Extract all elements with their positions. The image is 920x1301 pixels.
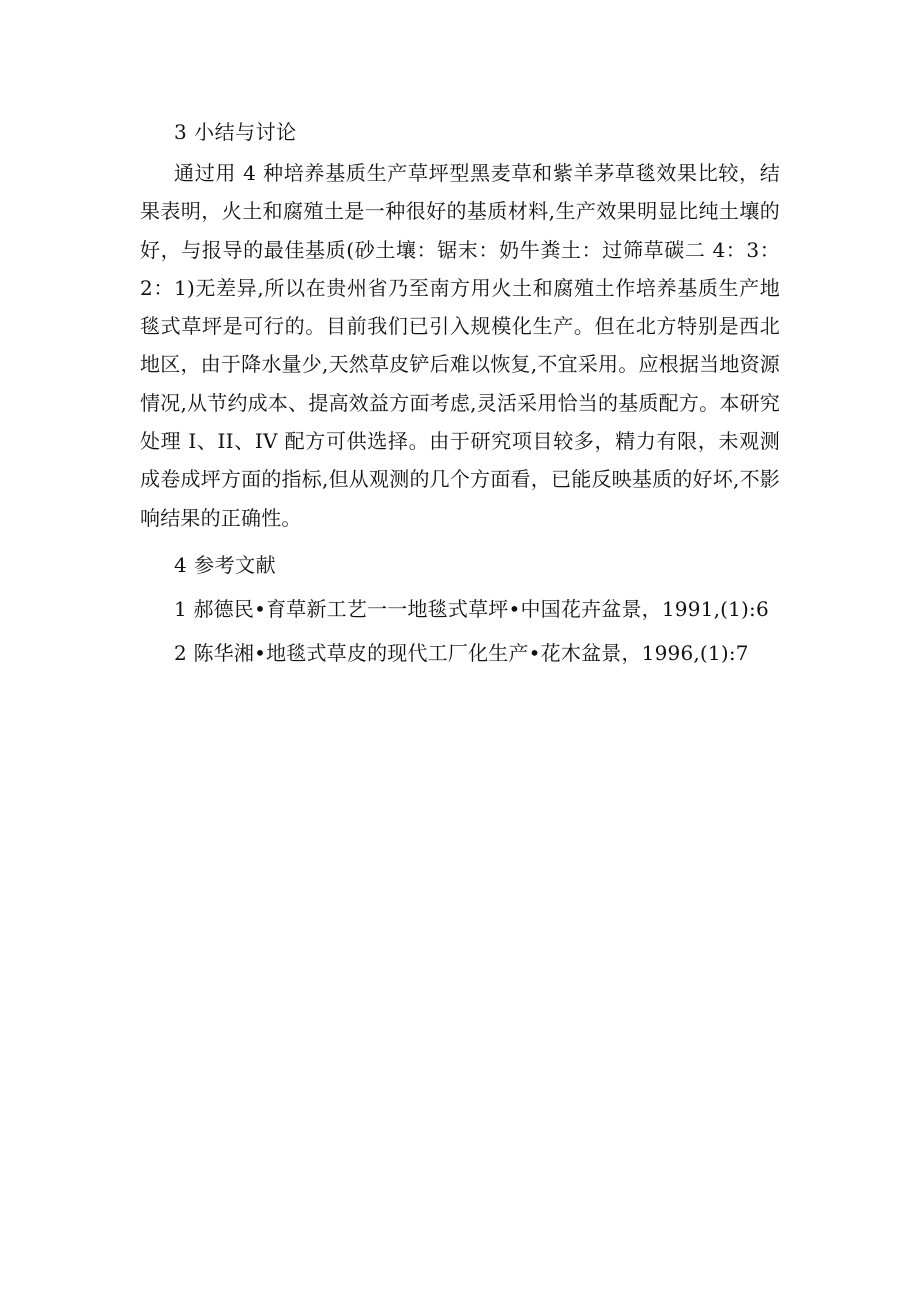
section-heading-references: 4 参考文献 bbox=[174, 552, 277, 577]
reference-item: 1 郝德民•育草新工艺一一地毯式草坪•中国花卉盆景，1991,(1):6 bbox=[174, 596, 769, 621]
reference-list bbox=[140, 587, 780, 675]
section-heading-summary: 3 小结与讨论 bbox=[174, 120, 297, 144]
document-body bbox=[140, 110, 780, 675]
summary-paragraph: 通过用 4 种培养基质生产草坪型黑麦草和紫羊茅草毯效果比较，结果表明，火土和腐殖土是一种很好的基质材料,生产效果明显比纯土壤的好，与报导的最佳基质(砂土壤：锯末：奶牛粪土：过筛草碳二 4：3：2：1)无差异,所以在贵州省乃至南方用火土和腐殖土作培养基质生产地毯式草坪是可行的。目前我们已引入规模化生产。但在北方特别是西北地区，由于降水量少,天然草皮铲后难以恢复,不宜采用。应根据当地资源情况,从节约成本、提高效益方面考虑,灵活采用恰当的基质配方。本研究处理 I、II、IV 配方可供选择。由于研究项目较多，精力有限，未观测成卷成坪方面的指标,但从观测的几个方面看，已能反映基质的好坏,不影响结果的正确性。 bbox=[140, 161, 780, 530]
reference-item: 2 陈华湘•地毯式草皮的现代工厂化生产•花木盆景，1996,(1):7 bbox=[174, 640, 749, 665]
